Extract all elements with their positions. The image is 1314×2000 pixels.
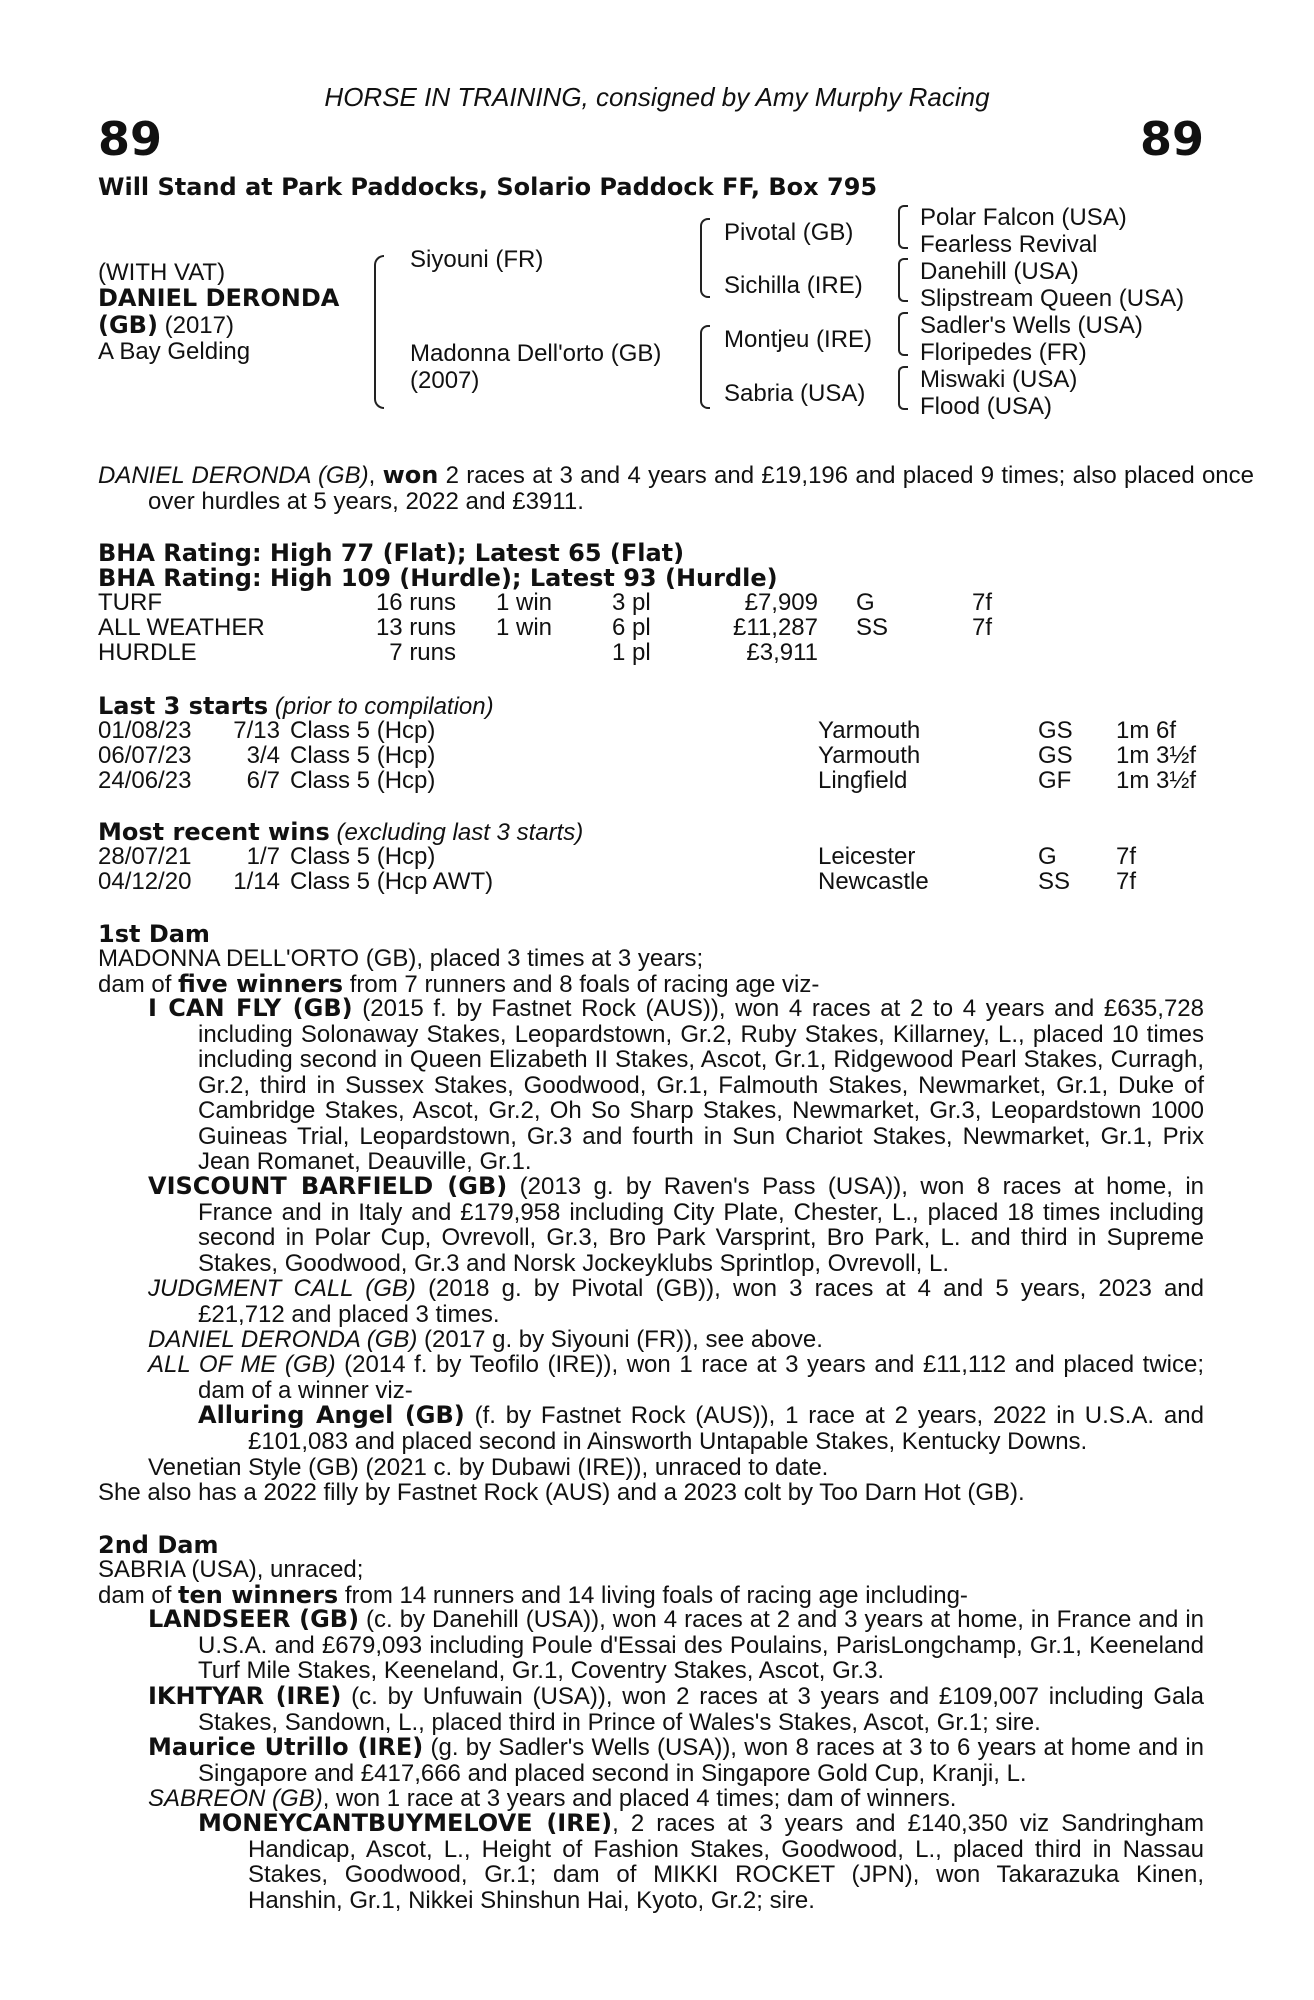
produce-entry: Venetian Style (GB) (2021 c. by Dubawi (IRE)), unraced to date. <box>148 1454 829 1481</box>
start-race: Class 5 (Hcp) <box>290 742 436 769</box>
record-surface: HURDLE <box>98 639 197 666</box>
produce-entry: Maurice Utrillo (IRE) (g. by Sadler's Wells (USA)), won 8 races at 3 to 6 years at home and in Singapore and £417,666 and placed second in Singapore Gold Cup, Kranji, L. <box>148 1733 1204 1787</box>
start-course: Yarmouth <box>818 717 921 744</box>
second-dam-produce-summary: dam of ten winners from 14 runners and 14 living foals of racing age including- <box>98 1581 968 1609</box>
recent-wins-heading: Most recent wins (excluding last 3 starts) <box>98 818 584 846</box>
win-going: SS <box>1038 868 1071 895</box>
produce-entry: MONEYCANTBUYMELOVE (IRE), 2 races at 3 years and £140,350 viz Sandringham Handicap, Ascot, L., Height of Fashion Stakes, Goodwood, L., placed third in Nassau Stakes, Goodwood, Gr.1; dam of MIKKI ROCKET (JPN), won Takarazuka Kinen, Hanshin, Gr.1, Nikkei Shinshun Hai, Kyoto, Gr.2; sire. <box>198 1809 1205 1914</box>
start-distance: 1m 6f <box>1116 717 1177 744</box>
produce-entry: JUDGMENT CALL (GB) (2018 g. by Pivotal (GB)), won 3 races at 4 and 5 years, 2023 and £21,712 and placed 3 times. <box>148 1275 1204 1328</box>
produce-entry: DANIEL DERONDA (GB) (2017 g. by Siyouni (FR)), see above. <box>148 1326 823 1353</box>
pedigree-sire: Siyouni (FR) <box>410 246 544 273</box>
produce-entry: IKHTYAR (IRE) (c. by Unfuwain (USA)), won 2 races at 3 years and £109,007 including Gala Stakes, Sandown, L., placed third in Prince of Wales's Stakes, Ascot, Gr.1; sire. <box>148 1682 1205 1736</box>
record-runs: 16 runs <box>375 589 456 616</box>
produce-entry: Alluring Angel (GB) (f. by Fastnet Rock (AUS)), 1 race at 2 years, 2022 in U.S.A. and £101,083 and placed second in Ainsworth Untapable Stakes, Kentucky Downs. <box>198 1401 1204 1455</box>
pedigree-sss: Polar Falcon (USA) <box>920 204 1127 231</box>
win-distance: 7f <box>1116 843 1137 870</box>
pedigree-dds: Miswaki (USA) <box>920 366 1078 393</box>
dam-also-has: She also has a 2022 filly by Fastnet Rock (AUS) and a 2023 colt by Too Darn Hot (GB). <box>98 1479 1025 1506</box>
start-course: Yarmouth <box>818 742 921 769</box>
win-race: Class 5 (Hcp) <box>290 843 436 870</box>
pedigree-brace-dd <box>898 366 908 410</box>
summary-won: won <box>382 461 439 489</box>
pedigree-dam: Madonna Dell'orto (GB) <box>410 340 662 367</box>
first-dam-produce-summary: dam of five winners from 7 runners and 8 foals of racing age viz- <box>98 970 820 998</box>
pedigree-ssd: Fearless Revival <box>920 231 1098 258</box>
pedigree-brace-main <box>374 255 384 409</box>
horse-country: (GB) <box>98 311 158 339</box>
start-distance: 1m 3½f <box>1116 742 1197 769</box>
start-position: 6/7 <box>246 767 280 794</box>
win-date: 28/07/21 <box>98 843 192 870</box>
start-date: 01/08/23 <box>98 717 192 744</box>
record-runs: 7 runs <box>389 639 456 666</box>
pedigree-brace-ds <box>898 312 908 356</box>
record-wins: 1 win <box>496 614 553 641</box>
start-race: Class 5 (Hcp) <box>290 717 436 744</box>
last3-heading: Last 3 starts (prior to compilation) <box>98 692 494 720</box>
win-date: 04/12/20 <box>98 868 192 895</box>
start-going: GF <box>1038 767 1072 794</box>
start-going: GS <box>1038 717 1073 744</box>
pedigree-dam-year: (2007) <box>410 367 480 394</box>
win-race: Class 5 (Hcp AWT) <box>290 868 494 895</box>
start-date: 24/06/23 <box>98 767 192 794</box>
start-race: Class 5 (Hcp) <box>290 767 436 794</box>
second-dam-heading: 2nd Dam <box>98 1531 219 1559</box>
start-going: GS <box>1038 742 1073 769</box>
start-position: 7/13 <box>233 717 280 744</box>
pedigree-dss: Sadler's Wells (USA) <box>920 312 1143 339</box>
win-going: G <box>1038 843 1057 870</box>
record-prize: £11,287 <box>733 614 818 641</box>
bha-rating-hurdle: BHA Rating: High 109 (Hurdle); Latest 93 (Hurdle) <box>98 564 778 592</box>
second-dam-line: SABRIA (USA), unraced; <box>98 1556 364 1583</box>
record-placed: 3 pl <box>612 589 651 616</box>
produce-entry: SABREON (GB), won 1 race at 3 years and placed 4 times; dam of winners. <box>148 1785 957 1812</box>
vat-label: (WITH VAT) <box>98 259 226 286</box>
record-going: G <box>856 589 875 616</box>
pedigree-dam-dam: Sabria (USA) <box>724 380 866 407</box>
pedigree-brace-ss <box>898 205 908 249</box>
pedigree-brace-sire <box>700 218 710 298</box>
lot-number-right: 89 <box>1139 112 1204 166</box>
pedigree-brace-dam <box>700 325 710 409</box>
horse-year: (2017) <box>164 312 234 339</box>
summary-text: 2 races at 3 and 4 years and £19,196 and placed 9 times; also placed once over hurdles at 5 years, 2022 and £3911. <box>148 462 1254 515</box>
produce-entry: I CAN FLY (GB) (2015 f. by Fastnet Rock (AUS)), won 4 races at 2 to 4 years and £635,728 including Solonaway Stakes, Leopardstown, Gr.2, Ruby Stakes, Killarney, L., placed 10 times including second in Queen Elizabeth II Stakes, Ascot, Gr.1, Ridgewood Pearl Stakes, Curragh, Gr.2, third in Sussex Stakes, Goodwood, Gr.1, Falmouth Stakes, Newmarket, Gr.1, Duke of Cambridge Stakes, Ascot, Gr.2, Oh So Sharp Stakes, Newmarket, Gr.3, Leopardstown 1000 Guineas Trial, Leopardstown, Gr.3 and fourth in Sun Chariot Stakes, Newmarket, Gr.1, Prix Jean Romanet, Deauville, Gr.1. <box>148 994 1204 1175</box>
record-runs: 13 runs <box>375 614 456 641</box>
pedigree-sire-sire: Pivotal (GB) <box>724 219 854 246</box>
produce-entry: LANDSEER (GB) (c. by Danehill (USA)), won 4 races at 2 and 3 years at home, in France and in U.S.A. and £679,093 including Poule d'Essai des Poulains, ParisLongchamp, Gr.1, Keeneland Turf Mile Stakes, Keeneland, Gr.1, Coventry Stakes, Ascot, Gr.3. <box>148 1605 1205 1684</box>
start-position: 3/4 <box>246 742 280 769</box>
pedigree-dam-sire: Montjeu (IRE) <box>724 326 873 353</box>
summary-horse-name: DANIEL DERONDA (GB) <box>98 462 369 489</box>
horse-name: DANIEL DERONDA <box>98 284 340 312</box>
pedigree-sdd: Slipstream Queen (USA) <box>920 285 1185 312</box>
pedigree-ddd: Flood (USA) <box>920 393 1053 420</box>
stand-location: Will Stand at Park Paddocks, Solario Paddock FF, Box 795 <box>98 173 878 201</box>
bha-rating-flat: BHA Rating: High 77 (Flat); Latest 65 (Flat) <box>98 539 685 567</box>
start-date: 06/07/23 <box>98 742 192 769</box>
pedigree-sire-dam: Sichilla (IRE) <box>724 272 863 299</box>
win-course: Leicester <box>818 843 916 870</box>
record-going: SS <box>856 614 889 641</box>
record-placed: 1 pl <box>612 639 651 666</box>
record-surface: ALL WEATHER <box>98 614 265 641</box>
start-distance: 1m 3½f <box>1116 767 1197 794</box>
pedigree-brace-sd <box>898 258 908 302</box>
record-placed: 6 pl <box>612 614 651 641</box>
record-prize: £7,909 <box>744 589 818 616</box>
race-summary: DANIEL DERONDA (GB), won 2 races at 3 and 4 years and £19,196 and placed 9 times; also placed once over hurdles at 5 years, 2022 and £3911. <box>98 461 1254 515</box>
record-wins: 1 win <box>496 589 553 616</box>
horse-country-year <box>98 311 234 340</box>
start-course: Lingfield <box>818 767 908 794</box>
page-header-title: HORSE IN TRAINING, consigned by Amy Murphy Racing <box>324 82 990 112</box>
pedigree-dsd: Floripedes (FR) <box>920 339 1087 366</box>
produce-entry: ALL OF ME (GB) (2014 f. by Teofilo (IRE)), won 1 race at 3 years and £11,112 and placed twice; dam of a winner viz- <box>148 1351 1205 1404</box>
pedigree-sds: Danehill (USA) <box>920 258 1079 285</box>
win-position: 1/7 <box>246 843 280 870</box>
win-course: Newcastle <box>818 868 929 895</box>
win-position: 1/14 <box>233 868 280 895</box>
record-prize: £3,911 <box>746 639 818 666</box>
lot-number-left: 89 <box>98 112 163 166</box>
record-distance: 7f <box>972 589 993 616</box>
produce-entry: VISCOUNT BARFIELD (GB) (2013 g. by Raven's Pass (USA)), won 8 races at home, in France and in Italy and £179,958 including City Plate, Chester, L., placed 18 times including second in Polar Cup, Ovrevoll, Gr.3, Bro Park Varsprint, Bro Park, L. and third in Supreme Stakes, Goodwood, Gr.3 and Norsk Jockeyklubs Sprintlop, Ovrevoll, L. <box>148 1172 1205 1277</box>
first-dam-heading: 1st Dam <box>98 920 210 948</box>
first-dam-line: MADONNA DELL'ORTO (GB), placed 3 times at 3 years; <box>98 945 704 972</box>
record-distance: 7f <box>972 614 993 641</box>
horse-description: A Bay Gelding <box>98 338 251 365</box>
win-distance: 7f <box>1116 868 1137 895</box>
record-surface: TURF <box>98 589 162 616</box>
